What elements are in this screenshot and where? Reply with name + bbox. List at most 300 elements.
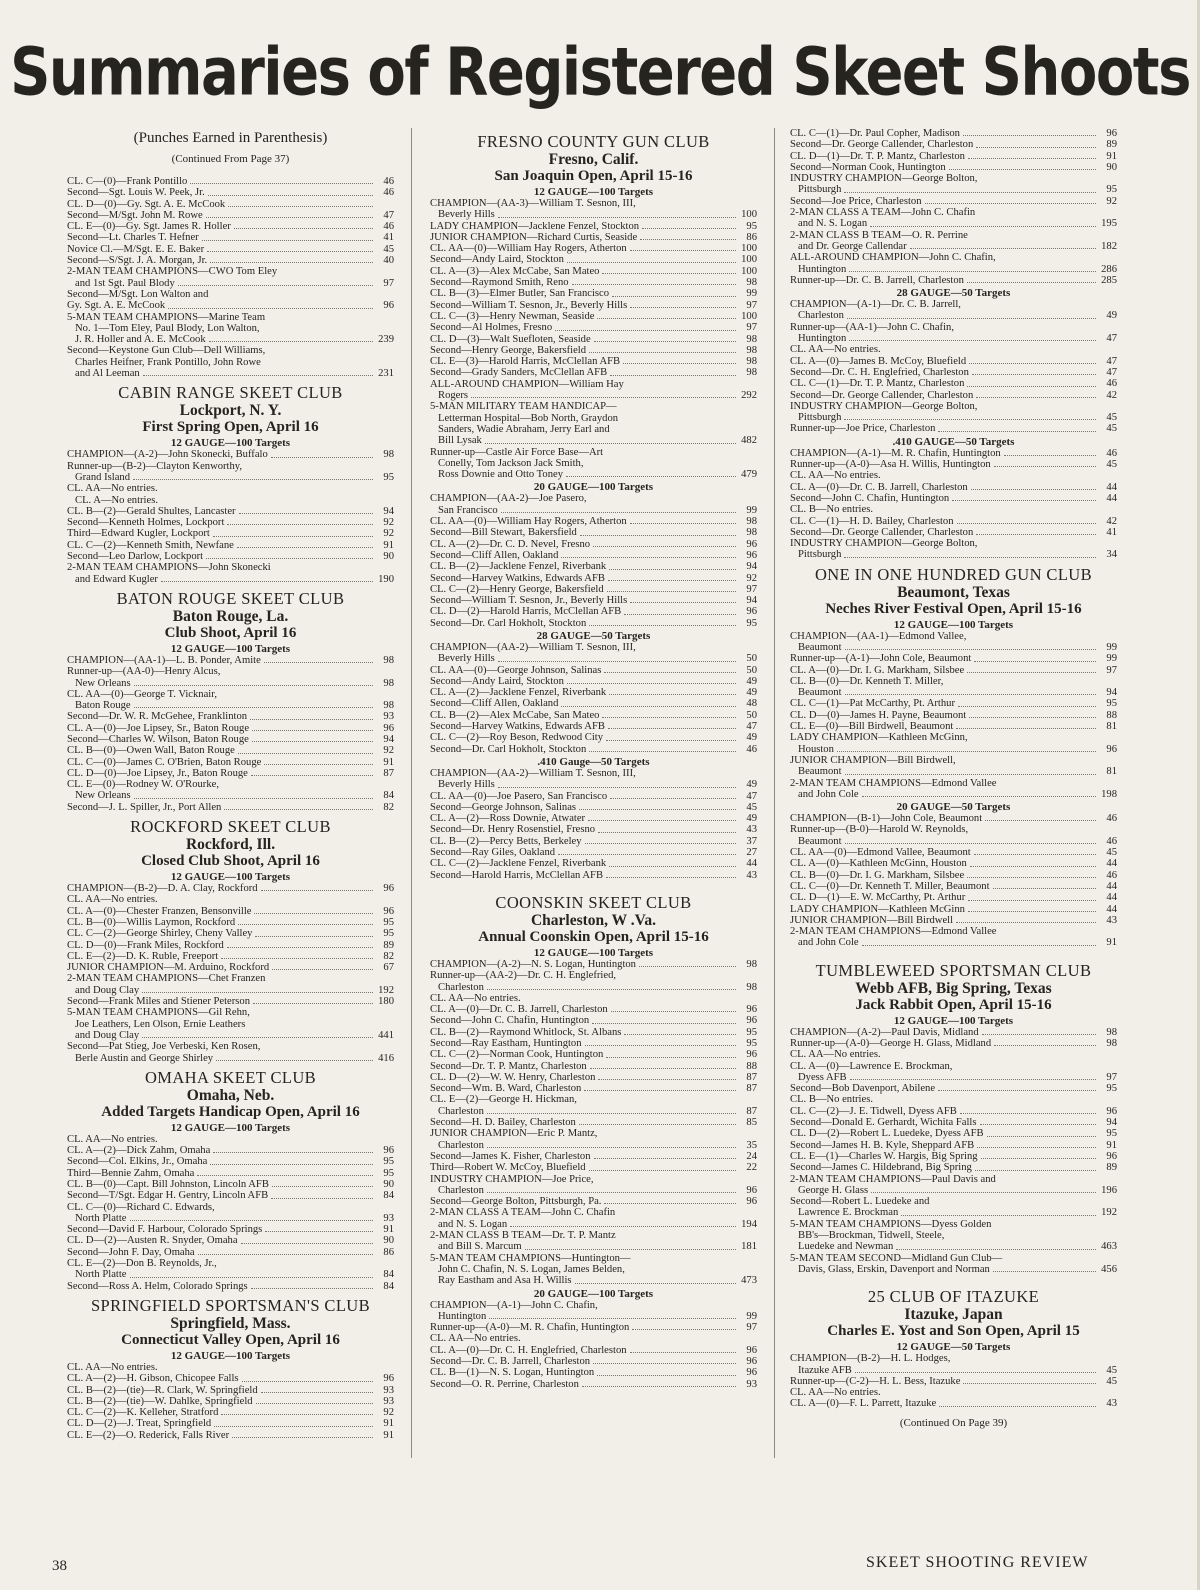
result-text-line: CL. AA—(0)—George T. Vicknair, bbox=[67, 688, 217, 700]
result-text-line: 2-MAN TEAM CHAMPIONS—Chet Franzen bbox=[67, 973, 266, 985]
result-text: Second—Dr. George Callender, Charleston bbox=[790, 526, 974, 538]
result-text-line: JUNIOR CHAMPION—Bill Birdwell, bbox=[790, 754, 956, 766]
dot-leader bbox=[969, 717, 1096, 718]
result-text-line: CL. AA—No entries. bbox=[790, 1387, 881, 1399]
result-line bbox=[67, 1373, 394, 1384]
result-text: Second—Leo Darlow, Lockport bbox=[67, 551, 204, 563]
dot-leader bbox=[168, 308, 373, 309]
result-text: Beaumont bbox=[798, 641, 842, 653]
result-text-line: Second—Robert L. Luedeke and bbox=[790, 1196, 930, 1208]
result-line bbox=[430, 1151, 757, 1162]
result-line bbox=[790, 1264, 1117, 1275]
result-line bbox=[67, 1156, 394, 1167]
result-text: Third—Edward Kugler, Lockport bbox=[67, 528, 210, 540]
result-text-line: Second—M/Sgt. Lon Walton and bbox=[67, 288, 209, 300]
result-score: 100 bbox=[741, 254, 757, 266]
gauge-heading: 12 GAUGE—100 Targets bbox=[893, 1014, 1014, 1027]
result-line bbox=[790, 1162, 1117, 1173]
result-text: Second—Dr. George Callender, Charleston bbox=[790, 139, 974, 151]
result-score: 91 bbox=[1106, 1139, 1117, 1151]
result-score: 95 bbox=[746, 220, 757, 232]
dot-leader bbox=[265, 1231, 373, 1232]
result-score: 456 bbox=[1101, 1263, 1117, 1275]
result-score: 441 bbox=[378, 1029, 394, 1041]
result-line bbox=[430, 356, 757, 367]
result-text: Second—Ray Giles, Oakland bbox=[430, 847, 556, 859]
gauge-heading: 12 GAUGE—100 Targets bbox=[170, 871, 291, 884]
result-line bbox=[430, 982, 757, 993]
dot-leader bbox=[971, 489, 1096, 490]
result-text-line: No. 1—Tom Eley, Paul Blody, Lon Walton, bbox=[75, 322, 260, 334]
result-text-line: 2-MAN TEAM CHAMPIONS—John Skonecki bbox=[67, 562, 271, 574]
result-score: 44 bbox=[1106, 892, 1117, 904]
result-line bbox=[790, 184, 1117, 195]
dot-leader bbox=[968, 158, 1096, 159]
result-score: 95 bbox=[383, 471, 394, 483]
dot-leader bbox=[639, 966, 736, 967]
result-score: 49 bbox=[746, 813, 757, 825]
result-text-line: Runner-up—(B-2)—Clayton Kenworthy, bbox=[67, 460, 243, 472]
result-line bbox=[430, 710, 757, 721]
dot-leader bbox=[968, 911, 1096, 912]
result-score: 479 bbox=[741, 469, 757, 481]
result-line bbox=[430, 1038, 757, 1049]
dot-leader bbox=[925, 203, 1096, 204]
club-location: Charleston, W .Va. bbox=[530, 911, 657, 929]
result-text: Second—John C. Chafin, Huntington bbox=[790, 492, 950, 504]
result-score: 96 bbox=[1106, 128, 1117, 139]
result-line bbox=[430, 1275, 757, 1286]
result-score: 98 bbox=[746, 958, 757, 970]
result-score: 181 bbox=[741, 1241, 757, 1253]
result-score: 82 bbox=[383, 950, 394, 962]
result-text-line: 2-MAN TEAM CHAMPIONS—Paul Davis and bbox=[790, 1173, 996, 1185]
result-line bbox=[67, 1235, 394, 1246]
result-line bbox=[430, 1117, 757, 1128]
dot-leader bbox=[252, 741, 373, 742]
result-text: CL. D—(2)—W. W. Henry, Charleston bbox=[430, 1071, 596, 1083]
result-score: 46 bbox=[1106, 378, 1117, 390]
result-score: 49 bbox=[746, 779, 757, 791]
result-score: 97 bbox=[383, 277, 394, 289]
dot-leader bbox=[632, 1329, 736, 1330]
dot-leader bbox=[582, 1386, 736, 1387]
result-text: CL. A—(3)—Alex McCabe, San Mateo bbox=[430, 265, 600, 277]
result-score: 48 bbox=[746, 698, 757, 710]
result-score: 96 bbox=[746, 1184, 757, 1196]
result-line bbox=[790, 1151, 1117, 1162]
dot-leader bbox=[232, 1437, 373, 1438]
result-score: 89 bbox=[1106, 1162, 1117, 1174]
result-text: CL. AA—(0)—Joe Pasero, San Francisco bbox=[430, 790, 608, 802]
result-line bbox=[790, 310, 1117, 321]
result-text: and John Cole bbox=[798, 937, 859, 949]
gauge-heading: .410 Gauge—50 Targets bbox=[537, 755, 650, 768]
result-score: 100 bbox=[741, 265, 757, 277]
club-location: Itazuke, Japan bbox=[904, 1306, 1003, 1324]
result-line bbox=[790, 858, 1117, 869]
dot-leader bbox=[239, 513, 373, 514]
result-line bbox=[790, 516, 1117, 527]
dot-leader bbox=[206, 558, 373, 559]
dot-leader bbox=[264, 764, 373, 765]
dot-leader bbox=[642, 228, 736, 229]
result-text-line: LADY CHAMPION—Kathleen McGinn, bbox=[790, 732, 968, 744]
result-text: CL. B—(2)—Jacklene Fenzel, Riverbank bbox=[430, 561, 607, 573]
dot-leader bbox=[227, 947, 373, 948]
dot-leader bbox=[589, 751, 736, 752]
result-text: CL. E—(2)—O. Rederick, Falls River bbox=[67, 1429, 230, 1441]
dot-leader bbox=[134, 707, 373, 708]
result-line bbox=[67, 723, 394, 734]
dot-leader bbox=[855, 1372, 1096, 1373]
dot-leader bbox=[994, 1045, 1096, 1046]
result-line bbox=[430, 959, 757, 970]
result-text-line: Runner-up—(B-0)—Harold W. Reynolds, bbox=[790, 824, 969, 836]
result-line bbox=[430, 1061, 757, 1072]
result-text: JUNIOR CHAMPION—Bill Birdwell bbox=[790, 914, 954, 926]
result-text-line: CL. AA—No entries. bbox=[430, 992, 521, 1004]
result-score: 44 bbox=[1106, 858, 1117, 870]
result-text: Beverly Hills bbox=[438, 653, 495, 665]
result-score: 93 bbox=[383, 1395, 394, 1407]
result-text-line: CL. AA—No entries. bbox=[67, 894, 158, 906]
results-column-1 bbox=[67, 128, 394, 1441]
result-line bbox=[67, 802, 394, 813]
result-score: 91 bbox=[383, 1429, 394, 1441]
result-score: 94 bbox=[746, 561, 757, 573]
result-text: Beverly Hills bbox=[438, 779, 495, 791]
result-score: 93 bbox=[383, 711, 394, 723]
dot-leader bbox=[630, 602, 736, 603]
result-score: 192 bbox=[378, 984, 394, 996]
dot-leader bbox=[227, 524, 373, 525]
result-score: 44 bbox=[1106, 903, 1117, 915]
result-score: 95 bbox=[1106, 698, 1117, 710]
dot-leader bbox=[606, 877, 736, 878]
dot-leader bbox=[968, 900, 1096, 901]
result-line bbox=[67, 928, 394, 939]
result-text: Runner-up—(A-0)—M. R. Chafin, Huntington bbox=[430, 1322, 630, 1334]
gauge-heading: 12 GAUGE—100 Targets bbox=[170, 1121, 291, 1134]
result-text: Dyess AFB bbox=[798, 1071, 847, 1083]
dot-leader bbox=[216, 1060, 373, 1061]
result-text: CL. D—(0)—Gy. Sgt. A. E. McCook bbox=[67, 198, 226, 210]
result-line bbox=[790, 653, 1117, 664]
result-text: CL. C—(1)—Dr. T. P. Mantz, Charleston bbox=[790, 378, 965, 390]
result-score: 96 bbox=[383, 300, 394, 312]
dot-leader bbox=[251, 1288, 373, 1289]
results-column-2 bbox=[430, 128, 757, 1390]
result-text: Second—Dr. C. B. Jarrell, Charleston bbox=[430, 1356, 591, 1368]
result-score: 91 bbox=[1106, 937, 1117, 949]
dot-leader bbox=[957, 523, 1097, 524]
result-text: CL. D—(2)—Harold Harris, McClellan AFB bbox=[430, 606, 622, 618]
result-score: 46 bbox=[1106, 835, 1117, 847]
result-text: George H. Glass bbox=[798, 1184, 869, 1196]
dot-leader bbox=[251, 775, 373, 776]
result-score: 27 bbox=[746, 847, 757, 859]
dot-leader bbox=[272, 969, 373, 970]
result-score: 45 bbox=[383, 243, 394, 255]
dot-leader bbox=[498, 661, 736, 662]
dot-leader bbox=[242, 1381, 373, 1382]
result-score: 96 bbox=[746, 1367, 757, 1379]
result-text: Second—Col. Elkins, Jr., Omaha bbox=[67, 1156, 208, 1168]
dot-leader bbox=[608, 580, 736, 581]
result-text: Second—Al Holmes, Fresno bbox=[430, 322, 553, 334]
result-text: Second—Henry George, Bakersfield bbox=[430, 344, 587, 356]
dot-leader bbox=[993, 888, 1096, 889]
dot-leader bbox=[976, 397, 1096, 398]
result-score: 88 bbox=[1106, 709, 1117, 721]
result-line bbox=[430, 813, 757, 824]
dot-leader bbox=[850, 1079, 1096, 1080]
result-score: 87 bbox=[746, 1083, 757, 1095]
dot-leader bbox=[237, 547, 373, 548]
result-text: CL. A—(0)—Dr. C. B. Jarrell, Charleston bbox=[430, 1004, 608, 1016]
dot-leader bbox=[210, 262, 373, 263]
result-text: CHAMPION—(B-1)—John Cole, Beaumont bbox=[790, 813, 983, 825]
dot-leader bbox=[985, 820, 1096, 821]
result-line bbox=[430, 243, 757, 254]
result-score: 100 bbox=[741, 209, 757, 221]
dot-leader bbox=[271, 1198, 373, 1199]
dot-leader bbox=[566, 476, 736, 477]
result-text-line: 2-MAN TEAM CHAMPIONS—Edmond Vallee bbox=[790, 926, 997, 938]
result-text: Second—Joe Price, Charleston bbox=[790, 195, 922, 207]
result-line bbox=[67, 1430, 394, 1441]
gauge-heading: .410 GAUGE—50 Targets bbox=[892, 435, 1015, 448]
result-score: 98 bbox=[383, 654, 394, 666]
result-line bbox=[67, 1281, 394, 1292]
result-line bbox=[430, 334, 757, 345]
result-score: 49 bbox=[1106, 310, 1117, 322]
result-text-line: Second—Pat Stieg, Joe Verbeski, Ken Rosen, bbox=[67, 1041, 261, 1053]
dot-leader bbox=[845, 649, 1096, 650]
club-name: BATON ROUGE SKEET CLUB bbox=[116, 588, 345, 608]
result-text: Second—Dr. Carl Hokholt, Stockton bbox=[430, 743, 587, 755]
dot-leader bbox=[142, 992, 373, 993]
result-line bbox=[67, 655, 394, 666]
result-score: 97 bbox=[1106, 664, 1117, 676]
result-line bbox=[430, 595, 757, 606]
result-score: 95 bbox=[746, 617, 757, 629]
result-text: Charleston bbox=[438, 981, 484, 993]
result-score: 95 bbox=[1106, 1128, 1117, 1140]
result-line bbox=[67, 917, 394, 928]
result-text-line: Second—Keystone Gun Club—Dell Williams, bbox=[67, 345, 266, 357]
result-score: 96 bbox=[383, 722, 394, 734]
result-line bbox=[67, 768, 394, 779]
result-text: Charleston bbox=[798, 310, 844, 322]
dot-leader bbox=[525, 1249, 736, 1250]
result-score: 93 bbox=[746, 1378, 757, 1390]
dot-leader bbox=[956, 728, 1096, 729]
result-text-line: 5-MAN TEAM CHAMPIONS—Gil Rehn, bbox=[67, 1007, 250, 1019]
result-score: 92 bbox=[383, 528, 394, 540]
result-text-line: Runner-up—Castle Air Force Base—Art bbox=[430, 446, 604, 458]
result-line bbox=[790, 1140, 1117, 1151]
result-text-line: Joe Leathers, Len Olson, Ernie Leathers bbox=[75, 1018, 246, 1030]
dot-leader bbox=[981, 1158, 1096, 1159]
gauge-heading: 12 GAUGE—100 Targets bbox=[893, 618, 1014, 631]
result-score: 46 bbox=[383, 176, 394, 187]
result-line bbox=[430, 698, 757, 709]
result-text-line: 5-MAN MILITARY TEAM HANDICAP— bbox=[430, 401, 617, 413]
result-text: Second—Norman Cook, Huntington bbox=[790, 161, 946, 173]
result-score: 46 bbox=[383, 221, 394, 233]
dot-leader bbox=[238, 753, 373, 754]
result-score: 47 bbox=[746, 790, 757, 802]
result-score: 40 bbox=[383, 255, 394, 267]
result-line bbox=[430, 802, 757, 813]
result-text-line: 5-MAN TEAM CHAMPIONS—Dyess Golden bbox=[790, 1218, 992, 1230]
dot-leader bbox=[597, 318, 736, 319]
dot-leader bbox=[949, 169, 1096, 170]
result-text: CL. C—(2)—Roy Beson, Redwood City bbox=[430, 732, 604, 744]
result-text-line: Letterman Hospital—Bob North, Graydon bbox=[438, 412, 619, 424]
result-line bbox=[790, 698, 1117, 709]
result-text: CL. A—(2)—Ross Downie, Atwater bbox=[430, 813, 586, 825]
result-line bbox=[67, 232, 394, 243]
result-text: Second—Donald E. Gerhardt, Wichita Falls bbox=[790, 1117, 977, 1129]
dot-leader bbox=[967, 282, 1096, 283]
dot-leader bbox=[602, 273, 736, 274]
result-text: Second—T/Sgt. Edgar H. Gentry, Lincoln AFB bbox=[67, 1190, 269, 1202]
result-line bbox=[430, 1140, 757, 1151]
result-line bbox=[430, 1072, 757, 1083]
result-line bbox=[430, 561, 757, 572]
dot-leader bbox=[238, 924, 373, 925]
result-score: 192 bbox=[1101, 1207, 1117, 1219]
result-text: CL. C—(2)—J. E. Tidwell, Dyess AFB bbox=[790, 1105, 957, 1117]
result-text: CL. D—(0)—Joe Lipsey, Jr., Baton Rouge bbox=[67, 767, 248, 779]
result-score: 416 bbox=[378, 1052, 394, 1064]
result-score: 95 bbox=[383, 928, 394, 940]
dot-leader bbox=[224, 809, 373, 810]
result-score: 99 bbox=[746, 288, 757, 300]
result-score: 96 bbox=[746, 1344, 757, 1356]
result-line bbox=[67, 506, 394, 517]
result-text: CL. A—(0)—F. L. Parrett, Itazuke bbox=[790, 1398, 937, 1410]
result-line bbox=[430, 1083, 757, 1094]
club-name: FRESNO COUNTY GUN CLUB bbox=[477, 132, 710, 151]
result-line bbox=[67, 449, 394, 460]
dot-leader bbox=[594, 1158, 736, 1159]
result-text: CL. B—(0)—Capt. Bill Johnston, Lincoln AFB bbox=[67, 1179, 269, 1190]
event-title: First Spring Open, April 16 bbox=[142, 419, 319, 436]
club-name: COONSKIN SKEET CLUB bbox=[495, 892, 692, 912]
dot-leader bbox=[849, 340, 1096, 341]
result-text: Second—Bob Davenport, Abilene bbox=[790, 1083, 936, 1095]
dot-leader bbox=[143, 375, 373, 376]
dot-leader bbox=[862, 945, 1096, 946]
result-text: Beaumont bbox=[798, 687, 842, 699]
result-text-line: Runner-up—(AA-1)—John C. Chafin, bbox=[790, 321, 954, 333]
result-text: CL. E—(0)—Bill Birdwell, Beaumont bbox=[790, 721, 954, 733]
result-line bbox=[67, 883, 394, 894]
result-text: Second—George Johnson, Salinas bbox=[430, 801, 577, 813]
result-text: CL. C—(1)—Dr. Paul Copher, Madison bbox=[790, 128, 960, 139]
result-line bbox=[790, 482, 1117, 493]
dot-leader bbox=[561, 706, 736, 707]
dot-leader bbox=[609, 569, 736, 570]
club-name: CABIN RANGE SKEET CLUB bbox=[118, 383, 343, 403]
result-text: CL. D—(3)—Walt Suefloten, Seaside bbox=[430, 333, 591, 345]
club-name: TUMBLEWEED SPORTSMAN CLUB bbox=[815, 960, 1092, 980]
dot-leader bbox=[264, 662, 373, 663]
result-line bbox=[430, 322, 757, 333]
result-line bbox=[790, 1376, 1117, 1387]
dot-leader bbox=[142, 1037, 373, 1038]
result-line bbox=[67, 1179, 394, 1190]
punches-note: (Punches Earned in Parenthesis) bbox=[133, 130, 328, 146]
result-line bbox=[67, 1247, 394, 1258]
result-score: 89 bbox=[1106, 139, 1117, 151]
result-score: 95 bbox=[746, 1038, 757, 1049]
result-text: CHAMPION—(AA-1)—L. B. Ponder, Amite bbox=[67, 654, 261, 666]
dot-leader bbox=[567, 683, 736, 684]
result-line bbox=[430, 687, 757, 698]
dot-leader bbox=[471, 397, 736, 398]
dot-leader bbox=[952, 500, 1096, 501]
dot-leader bbox=[845, 694, 1096, 695]
section-spacer bbox=[790, 1275, 1117, 1283]
result-text: Huntington bbox=[438, 1310, 487, 1322]
result-text-line: ALL-AROUND CHAMPION—William Hay bbox=[430, 378, 624, 390]
result-line bbox=[430, 606, 757, 617]
result-line bbox=[790, 881, 1117, 892]
dot-leader bbox=[589, 625, 736, 626]
dot-leader bbox=[585, 1045, 736, 1046]
result-score: 90 bbox=[383, 1179, 394, 1190]
result-text: CL. B—(2)—Alex McCabe, San Mateo bbox=[430, 709, 600, 721]
result-line bbox=[67, 176, 394, 187]
dot-leader bbox=[271, 457, 373, 458]
result-line bbox=[790, 423, 1117, 434]
club-location: Springfield, Mass. bbox=[170, 1314, 291, 1332]
result-line bbox=[430, 221, 757, 232]
result-text: Second—S/Sgt. J. A. Morgan, Jr. bbox=[67, 255, 208, 267]
dot-leader bbox=[130, 1220, 374, 1221]
result-text-line: 2-MAN CLASS B TEAM—Dr. T. P. Mantz bbox=[430, 1230, 616, 1242]
result-text: and Al Leeman bbox=[75, 368, 140, 380]
result-line bbox=[430, 288, 757, 299]
result-score: 46 bbox=[383, 187, 394, 199]
result-text: Second—Cliff Allen, Oakland bbox=[430, 698, 559, 710]
dot-leader bbox=[611, 1011, 736, 1012]
dot-leader bbox=[958, 706, 1096, 707]
dot-leader bbox=[134, 685, 373, 686]
result-text: CHAMPION—(A-1)—M. R. Chafin, Huntington bbox=[790, 447, 1001, 459]
result-text: CL. C—(0)—Frank Pontillo bbox=[67, 176, 188, 187]
result-score: 91 bbox=[383, 539, 394, 551]
result-text: CHAMPION—(B-2)—D. A. Clay, Rockford bbox=[67, 883, 258, 895]
dot-leader bbox=[598, 832, 736, 833]
result-score: 91 bbox=[383, 1224, 394, 1236]
result-line bbox=[430, 618, 757, 629]
dot-leader bbox=[567, 262, 736, 263]
result-score: 93 bbox=[383, 1384, 394, 1396]
result-text: CHAMPION—(A-2)—N. S. Logan, Huntington bbox=[430, 958, 636, 970]
result-score: 82 bbox=[383, 801, 394, 813]
club-location: Baton Rouge, La. bbox=[172, 607, 289, 625]
result-score: 88 bbox=[746, 1060, 757, 1072]
result-score: 96 bbox=[383, 905, 394, 917]
result-score: 42 bbox=[1106, 515, 1117, 527]
result-text: Huntington bbox=[798, 263, 847, 275]
